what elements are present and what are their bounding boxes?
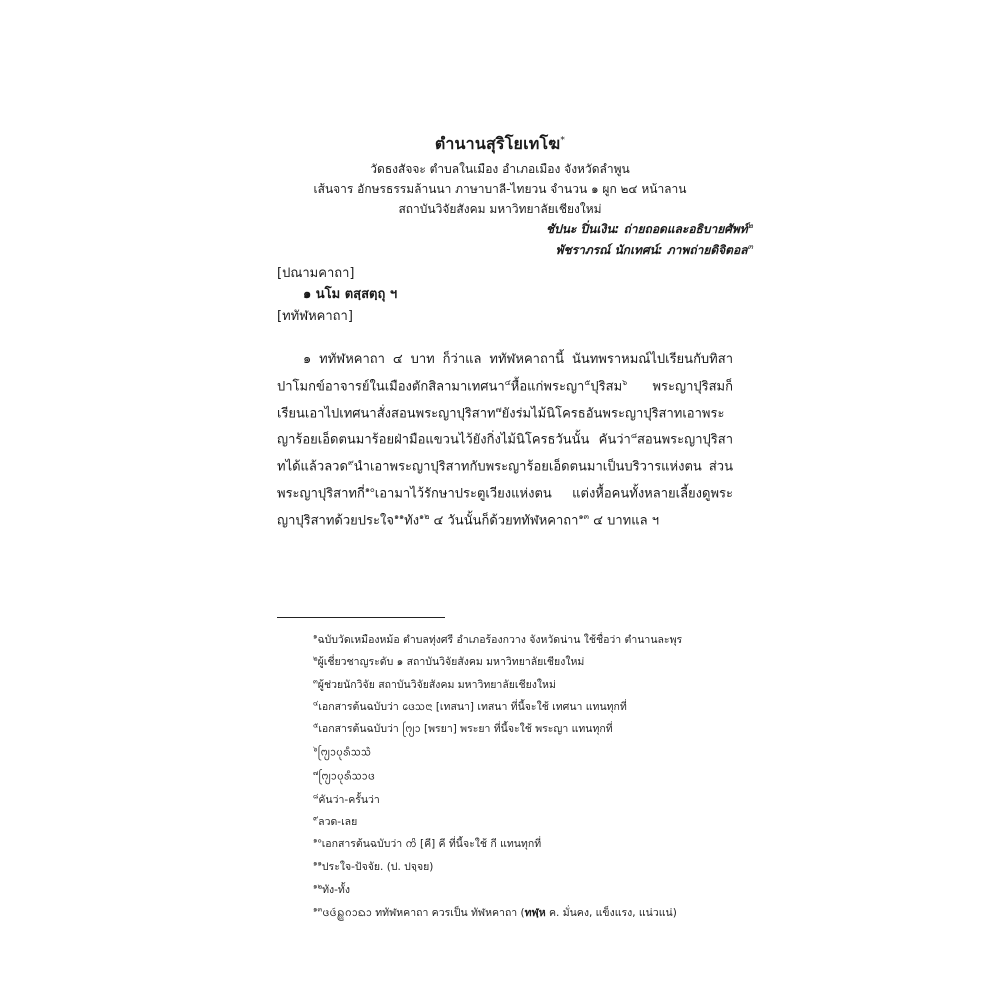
footnote-number: ๑๑: [313, 859, 322, 868]
paragraph-text: เอามาไว้รักษาประตูเวียงแห่งตน แต่งหื้อคนทั้งหลายเลี้ยงดูพระญาปุริสาทด้วยประใจ: [277, 486, 733, 529]
footnote-number: ๑๓: [313, 905, 323, 914]
paragraph-text: ๔ บาทแล ฯ: [589, 513, 660, 529]
footnote-item: [313, 835, 541, 853]
footnote-item: [313, 904, 677, 922]
footnote-item: [313, 653, 584, 670]
footnote-number: ๗: [313, 769, 319, 777]
footnote-reference[interactable]: ๗: [495, 404, 502, 414]
footnote-text: ผู้ช่วยนักวิจัย สถาบันวิจัยสังคม มหาวิทยาลัยเชียงใหม่: [317, 679, 556, 691]
footnote-reference[interactable]: ๘: [630, 431, 637, 441]
footnote-reference[interactable]: ๑๒: [419, 512, 430, 522]
source-line-institute: สถาบันวิจัยสังคม มหาวิทยาลัยเชียงใหม่: [398, 202, 602, 216]
footnote-number: ๘: [313, 792, 319, 801]
footnote-reference[interactable]: ๑๓: [578, 512, 590, 522]
footnote-divider: [277, 617, 445, 618]
footnote-text: ᨻᩕ᩠ᨿᩣᨷᩩᩁᩥᩈᩈᩫ: [317, 746, 372, 759]
section-heading-panama: [ปณามคาถา]: [277, 266, 355, 281]
footnote-number: ๑๐: [313, 836, 322, 845]
paragraph-text: ทัง: [404, 513, 420, 529]
footnote-reference[interactable]: ๑๑: [393, 512, 405, 522]
footnote-number: ๔: [313, 699, 319, 708]
footnote-reference[interactable]: ๑๐: [364, 485, 375, 495]
footnote-item: [313, 881, 350, 898]
footnote-text: ผู้เชี่ยวชาญระดับ ๑ สถาบันวิจัยสังคม มหาวิทยาลัยเชียงใหม่: [317, 656, 585, 668]
footnote-number: ๑: [313, 632, 318, 641]
footnote-item: [313, 698, 627, 716]
source-line-temple: วัดธงสัจจะ ตำบลในเมือง อำเภอเมือง จังหวัดลำพูน: [370, 162, 630, 176]
footnote-item: [313, 744, 371, 762]
main-paragraph: [277, 349, 733, 533]
source-line-manuscript: เส้นจาร อักษรธรรมล้านนา ภาษาบาลี-ไทยวน จำนวน ๑ ผูก ๒๔ หน้าลาน: [313, 182, 687, 196]
credit-photographer: พัชราภรณ์ นักเทศน์: ภาพถ่ายดิจิตอล$^๓$: [555, 242, 753, 257]
footnote-reference[interactable]: ๙: [347, 458, 354, 468]
footnote-number: ๒: [313, 654, 318, 663]
footnote-text: ᨻᩕ᩠ᨿᩣᨷᩩᩁᩥᩈᩣᨴ: [318, 770, 375, 783]
footnote-number: ๑๒: [313, 882, 323, 891]
footnote-item: [313, 631, 682, 648]
paragraph-text: สอนพระญาปุริสาทได้แล้วลวด: [277, 432, 733, 475]
footnote-number: ๖: [313, 745, 318, 753]
credit-transliterator: ชัปนะ ปิ่นเงิน: ถ่ายถอดและอธิบายศัพท์$^๒$: [545, 221, 753, 236]
paragraph-text: พระญาปุริสมก็เรียนเอาไปเทศนาสั่งสอนพระญาปุริสาท: [277, 378, 733, 421]
footnote-number: ๓: [313, 677, 318, 686]
footnote-item: [313, 858, 433, 875]
footnote-item: [313, 720, 613, 738]
paragraph-text: ยังร่มไม้นิโครธอันพระญาปุริสาทเอาพระญาร้อยเอ็ดตนมาร้อยฝ่ามือแขวนไว้ยังกิ่งไม้นิโครธวันนั้น คันว่า: [277, 405, 725, 448]
footnote-reference[interactable]: ๔: [504, 377, 511, 387]
footnote-text: ฉบับวัดเหมืองหม้อ ตำบลทุ่งศรี อำเภอร้องกวาง จังหวัดน่าน ใช้ชื่อว่า ตำนานละพุร: [317, 634, 683, 646]
footnote-text: เอกสารต้นฉบับว่า ᨻᩕ᩠ᨿᩣ [พรยา] พระยา ที่นี้จะใช้ พระญา แทนทุกที่: [318, 723, 613, 735]
footnote-reference[interactable]: ๕: [584, 377, 591, 387]
footnote-item: [313, 768, 375, 786]
footnote-text: เอกสารต้นฉบับว่า ᨠᩦ [คี] คี ที่นี้จะใช้ กี แทนทุกที่: [321, 838, 542, 850]
footnote-reference[interactable]: ๖: [622, 377, 628, 387]
paragraph-text: ปุริสม: [590, 378, 623, 394]
verse-namo: ๑ นโม ตสฺสตฺถุ ฯ: [303, 287, 398, 302]
footnote-text: ทัง-ทั้ง: [322, 884, 350, 896]
footnote-number: ๕: [313, 721, 319, 730]
paragraph-text: ๑ ททัฬหคาถา ๔ บาท ก็ว่าแล ททัฬหคาถานี้ นันทพราหมณ์ไปเรียนกับทิสาปาโมกข์อาจารย์ในเมืองตักสิลามาเทศนา: [277, 352, 733, 394]
footnote-text: ᨴᨴᩢᩊ᩠ᩉᨣᩣᨳᩣ ททัฬหคาถา ควรเป็น ทัฬหคาถา (: [322, 907, 525, 919]
document-title: [0, 132, 1000, 157]
footnote-number: ๙: [313, 814, 319, 823]
footnote-item: [313, 813, 357, 830]
footnote-text: ลวด-เลย: [318, 816, 358, 828]
footnote-text: คันว่า-ครั้นว่า: [318, 794, 380, 806]
section-heading-dadalha: [ททัฬหคาถา]: [277, 309, 353, 324]
paragraph-text: นำเอาพระญาปุริสาทกับพระญาร้อยเอ็ดตนมาเป็นบริวารแห่งตน ส่วนพระญาปุริสาทกี่: [277, 459, 733, 502]
footnote-item: [313, 676, 556, 693]
title-footnote-mark: *: [560, 135, 566, 146]
footnote-text-tail: ค. มั่นคง, แข็งแรง, แน่วแน่): [545, 907, 677, 919]
footnote-text: เอกสารต้นฉบับว่า ᨴᩮᩈᨶᩣ [เทสนา] เทสนา ที่นี้จะใช้ เทศนา แทนทุกที่: [318, 701, 627, 713]
footnote-bold-term: ทฬฺห: [524, 907, 546, 919]
footnote-text: ประใจ-ปัจจัย. (ป. ปจฺจย): [321, 861, 434, 873]
footnote-item: [313, 791, 380, 808]
paragraph-text: ๔ วันนั้นก็ด้วยททัฬหคาถา: [429, 513, 579, 529]
title-text: ตำนานสุริโยเทโฆ: [434, 134, 561, 153]
paragraph-text: หื้อแก่พระญา: [510, 378, 585, 394]
